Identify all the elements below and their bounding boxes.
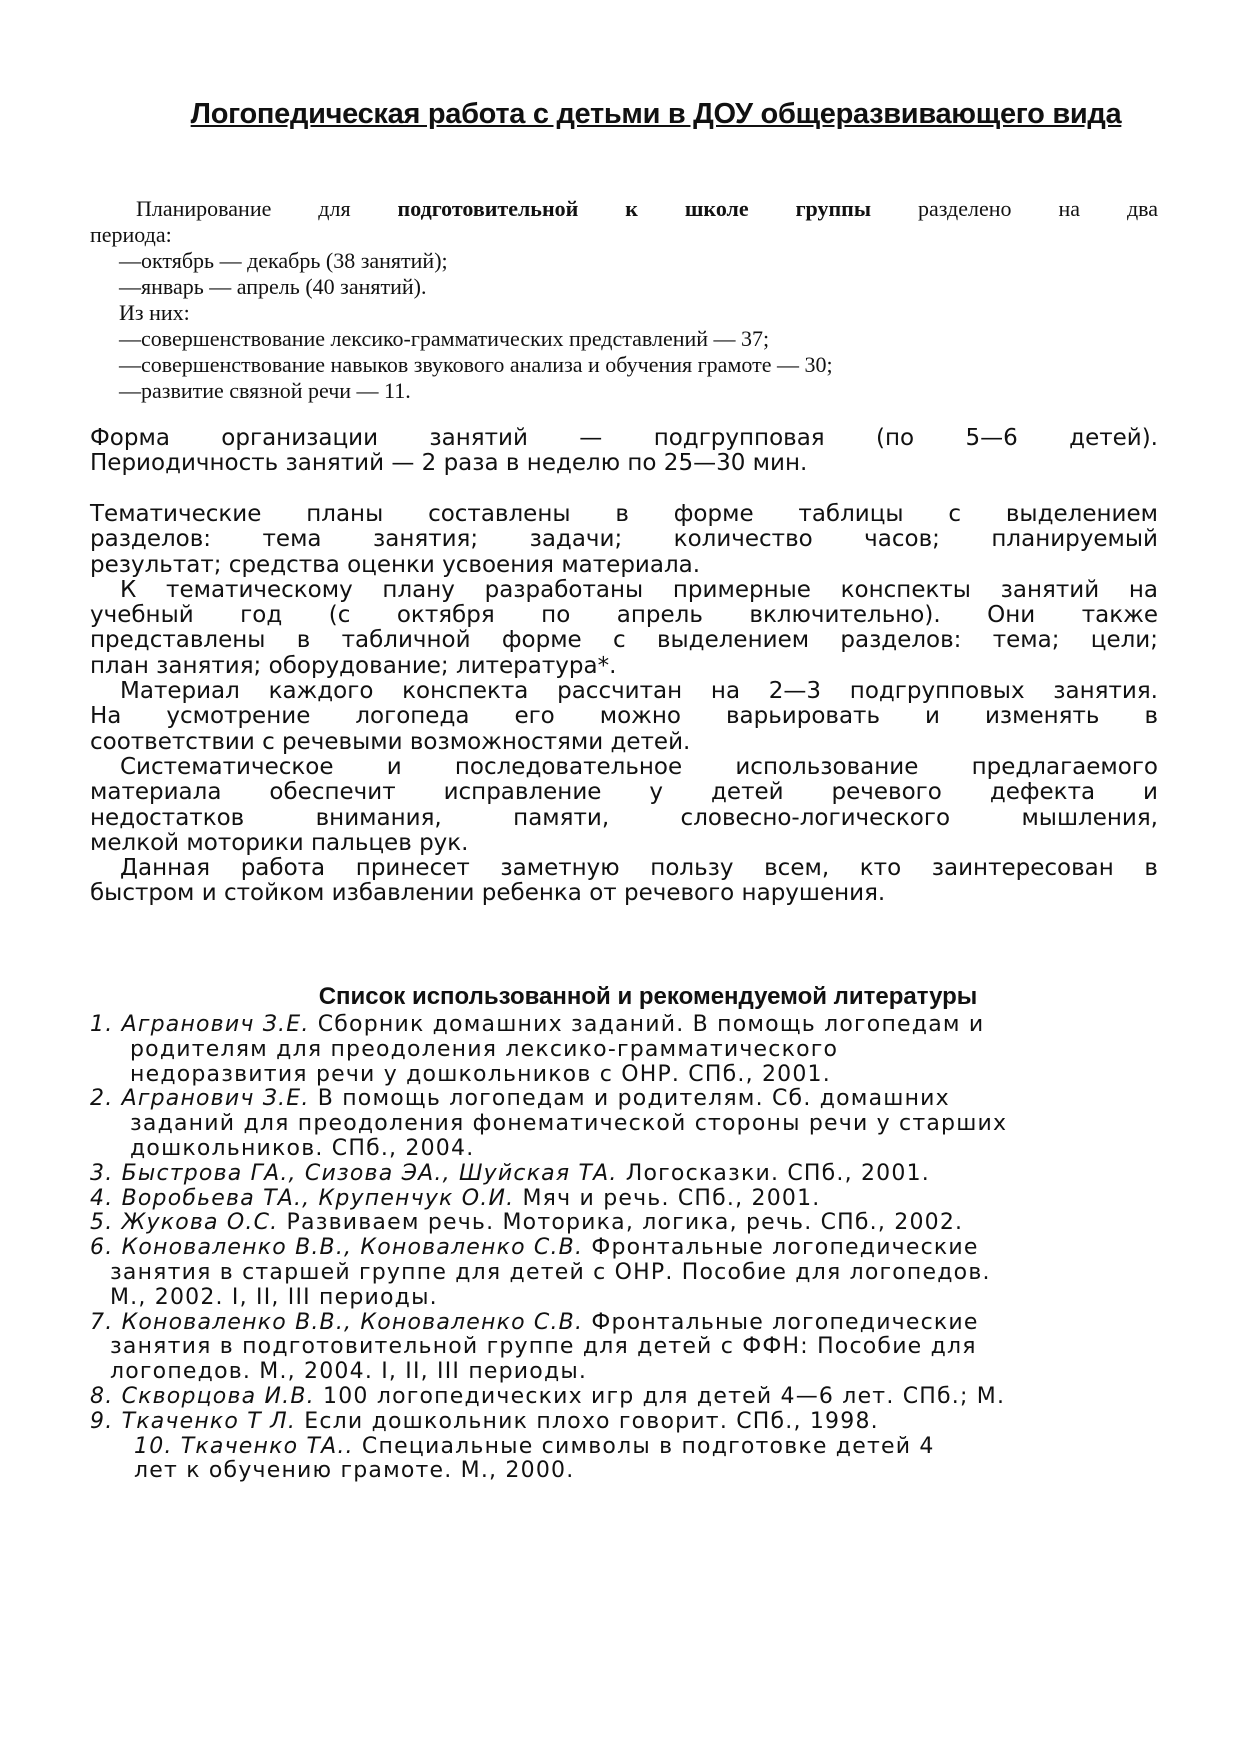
page-title: Логопедическая работа с детьми в ДОУ общеразвивающего вида <box>190 98 1122 130</box>
literature-text: Развиваем речь. Моторика, логика, речь. СПб., 2002. <box>278 1210 964 1236</box>
literature-line <box>90 1385 1180 1410</box>
literature-line <box>90 1137 1180 1162</box>
paragraph-line: Периодичность занятий — 2 раза в неделю по 25—30 мин. <box>90 450 808 477</box>
literature-line <box>90 1459 1180 1484</box>
period-item: —октябрь — декабрь (38 занятий); <box>119 248 448 273</box>
literature-author: 8. Скворцова И.В. <box>90 1383 315 1409</box>
literature-item <box>90 1087 1180 1161</box>
paragraph-line: К тематическому плану разработаны примерные конспекты занятий на <box>120 576 1158 603</box>
intro-text: Планирование для <box>136 196 351 221</box>
planning-intro-line <box>90 196 1158 222</box>
literature-author: 1. Агранович З.Е. <box>90 1012 310 1037</box>
topic-item: —совершенствование лексико-грамматических представлений — 37; <box>119 326 770 351</box>
literature-line <box>90 1286 1180 1311</box>
literature-item <box>90 1162 1180 1187</box>
literature-text: дошкольников. СПб., 2004. <box>130 1135 475 1161</box>
paragraph-line: соответствии с речевыми возможностями детей. <box>90 728 691 755</box>
literature-line <box>90 1360 1180 1385</box>
literature-text: Мяч и речь. СПб., 2001. <box>514 1185 821 1211</box>
literature-text: Фронтальные логопедические <box>583 1235 979 1261</box>
literature-item <box>90 1410 1180 1435</box>
literature-item <box>90 1236 1180 1310</box>
paragraph-line: Материал каждого конспекта рассчитан на 2—3 подгрупповых занятия. <box>120 678 1158 705</box>
literature-text: заданий для преодоления фонематической стороны речи у старших <box>130 1111 1008 1137</box>
paragraph-line: Систематическое и последовательное использование предлагаемого <box>120 753 1158 780</box>
literature-line <box>90 1236 1180 1261</box>
literature-line <box>90 1063 1180 1088</box>
literature-item <box>90 1435 1180 1485</box>
literature-text: Фронтальные логопедические <box>583 1309 979 1335</box>
literature-line <box>90 1335 1180 1360</box>
paragraph-line: быстром и стойком избавлении ребенка от речевого нарушения. <box>90 880 886 907</box>
literature-line <box>90 1187 1180 1212</box>
literature-line <box>90 1211 1180 1236</box>
literature-item <box>90 1187 1180 1212</box>
literature-heading: Список использованной и рекомендуемой литературы <box>318 983 978 1010</box>
literature-line <box>90 1261 1180 1286</box>
paragraph-line: материала обеспечит исправление у детей речевого дефекта и <box>90 779 1158 806</box>
literature-text: Специальные символы в подготовке детей 4 <box>353 1433 935 1459</box>
literature-item <box>90 1013 1180 1087</box>
literature-text: занятия в старшей группе для детей с ОНР. Пособие для логопедов. <box>110 1259 991 1285</box>
topic-item: —совершенствование навыков звукового анализа и обучения грамоте — 30; <box>119 352 833 377</box>
literature-text: Если дошкольник плохо говорит. СПб., 1998. <box>296 1408 879 1434</box>
literature-text: родителям для преодоления лексико-грамматического <box>130 1036 839 1062</box>
literature-line <box>90 1311 1180 1336</box>
literature-line <box>90 1087 1180 1112</box>
literature-author: 9. Ткаченко Т Л. <box>90 1408 297 1434</box>
period-item: —январь — апрель (40 занятий). <box>119 274 427 299</box>
literature-author: 7. Коноваленко В.В., Коноваленко С.В. <box>90 1309 584 1335</box>
paragraph-line: план занятия; оборудование; литература*. <box>90 652 617 679</box>
literature-line <box>90 1162 1180 1187</box>
paragraph-line: недостатков внимания, памяти, словесно-логического мышления, <box>90 804 1158 831</box>
literature-line <box>90 1112 1180 1137</box>
paragraph-line: На усмотрение логопеда его можно варьировать и изменять в <box>90 703 1158 730</box>
literature-author: 6. Коноваленко В.В., Коноваленко С.В. <box>90 1235 584 1261</box>
literature-item <box>90 1385 1180 1410</box>
literature-item <box>90 1211 1180 1236</box>
literature-text: недоразвития речи у дошкольников с ОНР. СПб., 2001. <box>130 1061 831 1087</box>
literature-text: Сборник домашних заданий. В помощь логопедам и <box>309 1012 985 1037</box>
plans-paragraphs <box>90 502 1158 907</box>
literature-text: логопедов. М., 2004. I, II, III периоды. <box>110 1359 588 1385</box>
literature-line <box>90 1038 1180 1063</box>
intro-line: периода: <box>90 222 172 247</box>
paragraph-line: Форма организации занятий — подгрупповая (по 5—6 детей). <box>90 425 1158 451</box>
topic-item: —развитие связной речи — 11. <box>119 378 411 403</box>
literature-list <box>90 1013 1180 1484</box>
literature-text: лет к обучению грамоте. М., 2000. <box>134 1458 575 1484</box>
literature-text: М., 2002. I, II, III периоды. <box>110 1284 438 1310</box>
paragraph-line: Тематические планы составлены в форме таблицы с выделением <box>90 501 1158 527</box>
paragraph-line: разделов: тема занятия; задачи; количество часов; планируемый <box>90 526 1158 553</box>
literature-text: 100 логопедических игр для детей 4—6 лет. СПб.; М. <box>314 1383 1006 1409</box>
literature-author: 4. Воробьева ТА., Крупенчук О.И. <box>90 1185 515 1211</box>
paragraph-line: представлены в табличной форме с выделением разделов: тема; цели; <box>90 627 1158 654</box>
paragraph-line: результат; средства оценки усвоения материала. <box>90 551 701 578</box>
intro-line: Из них: <box>119 300 190 325</box>
literature-author: 10. Ткаченко ТА.. <box>134 1433 354 1459</box>
literature-text: занятия в подготовительной группе для детей с ФФН: Пособие для <box>110 1334 977 1360</box>
literature-author: 2. Агранович З.Е. <box>90 1086 310 1112</box>
organization-paragraph <box>90 426 1158 477</box>
paragraph-line: мелкой моторики пальцев рук. <box>90 829 469 856</box>
literature-item <box>90 1311 1180 1385</box>
literature-line <box>90 1435 1180 1460</box>
literature-line <box>90 1410 1180 1435</box>
paragraph-line: учебный год (с октября по апрель включительно). Они также <box>90 602 1158 629</box>
planning-section <box>90 196 1158 404</box>
literature-author: 5. Жукова О.С. <box>90 1210 279 1236</box>
literature-line <box>90 1013 1180 1038</box>
intro-text: разделено на два <box>918 196 1159 221</box>
intro-bold-text: подготовительной к школе группы <box>397 196 872 221</box>
literature-text: Логосказки. СПб., 2001. <box>617 1160 930 1186</box>
literature-author: 3. Быстрова ГА., Сизова ЭА., Шуйская ТА. <box>90 1160 618 1186</box>
paragraph-line: Данная работа принесет заметную пользу всем, кто заинтересован в <box>120 855 1158 882</box>
literature-text: В помощь логопедам и родителям. Сб. домашних <box>309 1086 950 1112</box>
